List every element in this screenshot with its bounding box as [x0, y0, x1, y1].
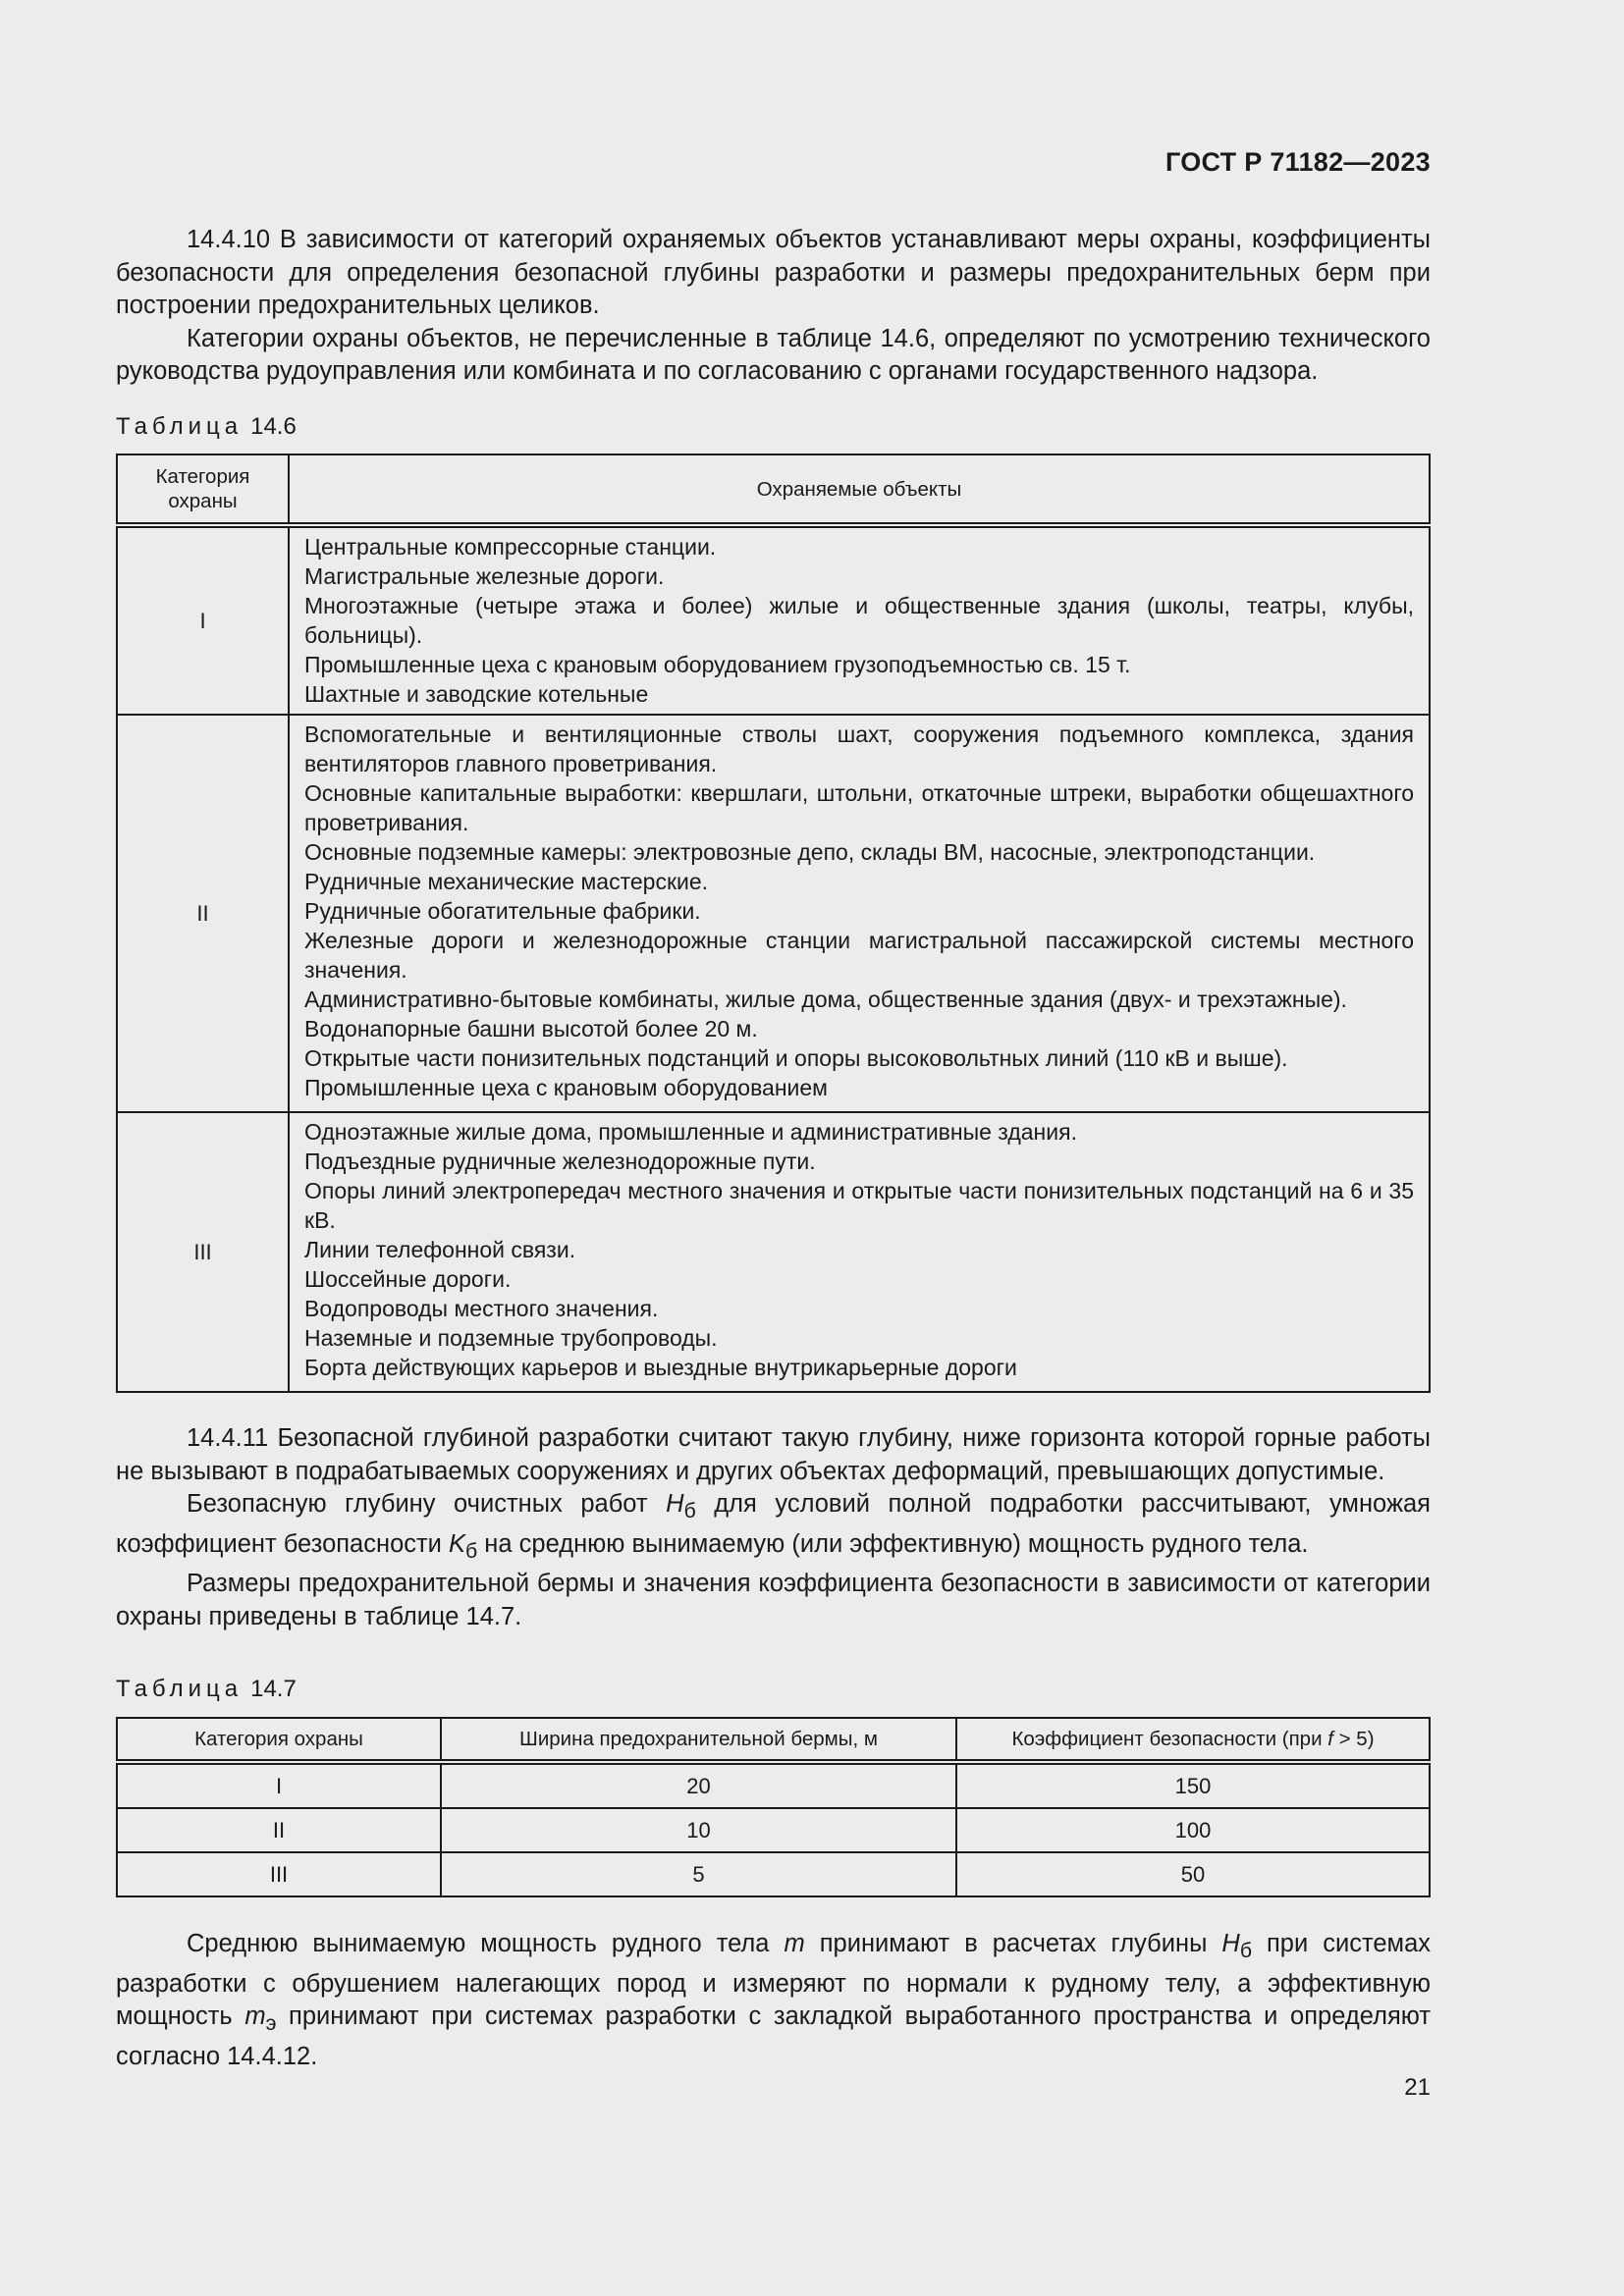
paragraph: Среднюю вынимаемую мощность рудного тела m принимают в расчетах глубины $H_б$ при системах разработки с обрушением налегающих пород и измеряют по нормали к рудному телу, а эффективную мощность $m_э$ принимают при системах разработки с закладкой выработанного пространства и определяют согласно 14.4.12. — [116, 1930, 1432, 2070]
object-item: Рудничные механические мастерские. — [304, 869, 709, 894]
column-header-safety-factor: Коэффициент безопасности (при f > 5) — [956, 1718, 1430, 1762]
caption-word: Таблица — [116, 413, 244, 440]
object-item: Административно-бытовые комбинаты, жилые дома, общественные здания (двух- и трехэтажные). — [304, 987, 1347, 1012]
object-item: Шахтные и заводские котельные — [304, 681, 649, 707]
table-cell: 100 — [956, 1808, 1430, 1852]
object-item: Основные подземные камеры: электровозные депо, склады ВМ, насосные, электроподстанции. — [304, 839, 1316, 865]
column-header-category: Категория охраны — [117, 1718, 441, 1762]
table-14-6-caption — [116, 413, 297, 441]
object-item: Магистральные железные дороги. — [304, 563, 665, 589]
object-item: Линии телефонной связи. — [304, 1237, 576, 1262]
column-header-objects: Охраняемые объекты — [289, 454, 1430, 525]
table-cell: 20 — [441, 1762, 956, 1808]
object-item: Опоры линий электропередач местного значения и открытые части понизительных подстанций на 6 и 35 кВ. — [304, 1178, 1414, 1233]
column-header-category: Категория охраны — [117, 454, 289, 525]
object-item: Водонапорные башни высотой более 20 м. — [304, 1016, 758, 1041]
object-item: Одноэтажные жилые дома, промышленные и административные здания. — [304, 1119, 1077, 1145]
page-number: 21 — [1404, 2074, 1431, 2101]
object-item: Водопроводы местного значения. — [304, 1296, 659, 1321]
section-14-4-10 — [116, 224, 1431, 389]
table-cell: II — [117, 1808, 441, 1852]
paragraph: 14.4.11 Безопасной глубиной разработки считают такую глубину, ниже горизонта которой горные работы не вызывают в подрабатываемых сооружениях и других объектах деформаций, превышающих допустимые. — [116, 1424, 1431, 1485]
table-cell: 50 — [956, 1852, 1430, 1896]
section-14-4-11 — [116, 1422, 1431, 1633]
caption-number: 14.7 — [250, 1676, 297, 1702]
object-item: Многоэтажные (четыре этажа и более) жилые и общественные здания (школы, театры, клубы, больницы). — [304, 593, 1414, 648]
section-ore-thickness — [116, 1928, 1431, 2073]
object-item: Промышленные цеха с крановым оборудованием грузоподъемностью св. 15 т. — [304, 652, 1131, 677]
objects-cell — [289, 1112, 1430, 1392]
table-row — [117, 525, 1430, 715]
paragraph: Безопасную глубину очистных работ $H_б$ для условий полной подработки рассчитывают, умножая коэффициент безопасности $K_б$ на среднюю вынимаемую (или эффективную) мощность рудного тела. — [116, 1490, 1431, 1563]
object-item: Борта действующих карьеров и выездные внутрикарьерные дороги — [304, 1355, 1017, 1380]
category-cell: II — [117, 715, 289, 1112]
table-cell: 5 — [441, 1852, 956, 1896]
paragraph: 14.4.10 В зависимости от категорий охраняемых объектов устанавливают меры охраны, коэффициенты безопасности для определения безопасной глубины разработки и размеры предохранительных берм при построении предохранительных целиков. — [116, 226, 1431, 319]
document-id-header: ГОСТ Р 71182—2023 — [1164, 147, 1431, 177]
table-row — [117, 1112, 1430, 1392]
object-item: Наземные и подземные трубопроводы. — [304, 1325, 718, 1351]
caption-word: Таблица — [116, 1676, 244, 1702]
table-row — [117, 1762, 1430, 1808]
table-cell: 150 — [956, 1762, 1430, 1808]
table-cell: I — [117, 1762, 441, 1808]
column-header-berm-width: Ширина предохранительной бермы, м — [441, 1718, 956, 1762]
object-item: Рудничные обогатительные фабрики. — [304, 898, 701, 924]
caption-number: 14.6 — [250, 413, 297, 440]
table-row — [117, 1808, 1430, 1852]
object-item: Промышленные цеха с крановым оборудованием — [304, 1075, 828, 1100]
table-14-7-caption — [116, 1676, 297, 1703]
table-14-7 — [116, 1717, 1431, 1897]
objects-cell — [289, 525, 1430, 715]
object-item: Центральные компрессорные станции. — [304, 534, 717, 560]
table-row — [117, 1852, 1430, 1896]
category-cell: III — [117, 1112, 289, 1392]
table-row — [117, 715, 1430, 1112]
paragraph: Размеры предохранительной бермы и значения коэффициента безопасности в зависимости от категории охраны приведены в таблице 14.7. — [116, 1570, 1431, 1630]
object-item: Основные капитальные выработки: квершлаги, штольни, откаточные штреки, выработки общешахтного проветривания. — [304, 780, 1414, 835]
object-item: Подъездные рудничные железнодорожные пути. — [304, 1148, 816, 1174]
object-item: Железные дороги и железнодорожные станции магистральной пассажирской системы местного значения. — [304, 928, 1414, 983]
objects-cell — [289, 715, 1430, 1112]
object-item: Шоссейные дороги. — [304, 1266, 512, 1292]
paragraph: Категории охраны объектов, не перечисленные в таблице 14.6, определяют по усмотрению технического руководства рудоуправления или комбината и по согласованию с органами государственного надзора. — [116, 324, 1431, 385]
table-cell: III — [117, 1852, 441, 1896]
category-cell: I — [117, 525, 289, 715]
object-item: Вспомогательные и вентиляционные стволы шахт, сооружения подъемного комплекса, здания вентиляторов главного проветривания. — [304, 721, 1414, 776]
table-cell: 10 — [441, 1808, 956, 1852]
table-14-6 — [116, 454, 1431, 1393]
object-item: Открытые части понизительных подстанций и опоры высоковольтных линий (110 кВ и выше). — [304, 1045, 1288, 1071]
